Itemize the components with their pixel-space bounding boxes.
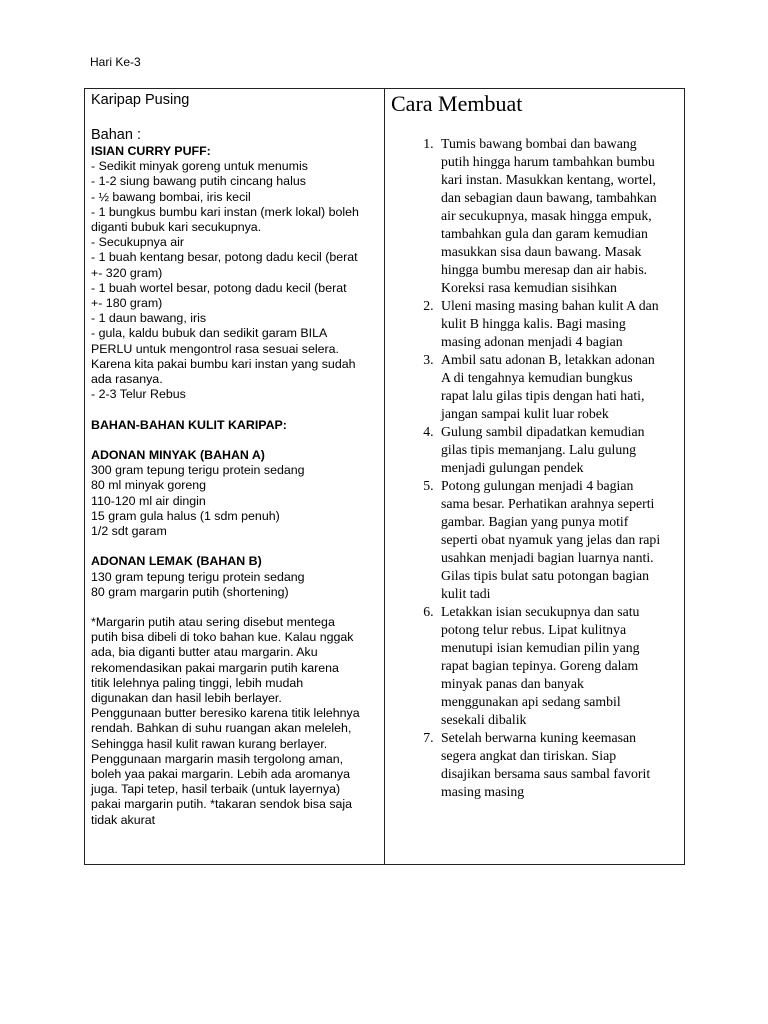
step-item <box>437 603 684 729</box>
bahan-heading: Bahan : <box>91 127 141 143</box>
step-text: Tumis bawang bombai dan bawang putih hingga harum tambahkan bumbu kari instan. Masukkan kentang, wortel, dan sebagian daun bawang, tambahkan air secukupnya, masak hingga empuk, tambahkan gula dan garam kemudian masukkan sisa daun bawang. Masak hingga bumbu meresap dan air habis. Koreksi rasa kemudian sisihkan <box>441 136 657 295</box>
recipe-table <box>84 88 685 865</box>
recipe-title: Karipap Pusing <box>91 92 190 108</box>
step-item <box>437 423 684 477</box>
step-item <box>437 729 684 801</box>
step-item <box>437 477 684 603</box>
margarine-notes: *Margarin putih atau sering disebut mentega putih bisa dibeli di toko bahan kue. Kalau nggak ada, bia diganti butter atau margarin. Aku rekomendasikan pakai margarin putih karena titik lelehnya paling tinggi, lebih mudah digunakan dan hasil lebih berlayer. Penggunaan butter beresiko karena titik lelehnya rendah. Bahkan di suhu ruangan akan meleleh, Sehingga hasil kulit rawan kurang berlayer. Penggunaan margarin masih tergolong aman, boleh yaa pakai margarin. Lebih ada aromanya juga. Tapi tetep, hasil terbaik (untuk layernya) pakai margarin putih. *takaran sendok bisa saja tidak akurat <box>91 615 360 827</box>
step-item <box>437 135 684 297</box>
step-item <box>437 297 684 351</box>
ingredients-column <box>85 89 385 864</box>
instructions-title: Cara Membuat <box>391 91 523 116</box>
dough-a-ingredients: 300 gram tepung terigu protein sedang 80 ml minyak goreng 110-120 ml air dingin 15 gram gula halus (1 sdm penuh) 1/2 sdt garam <box>91 463 305 539</box>
step-text: Uleni masing masing bahan kulit A dan kulit B hingga kalis. Bagi masing masing adonan menjadi 4 bagian <box>441 298 659 349</box>
instructions-column <box>385 89 684 864</box>
step-text: Setelah berwarna kuning keemasan segera angkat dan tiriskan. Siap disajikan bersama saus sambal favorit masing masing <box>441 730 651 799</box>
step-item <box>437 351 684 423</box>
step-text: Ambil satu adonan B, letakkan adonan A di tengahnya kemudian bungkus rapat lalu gilas tipis dengan hati hati, jangan sampai kulit luar robek <box>441 352 655 421</box>
dough-a-heading: ADONAN MINYAK (BAHAN A) <box>91 448 265 463</box>
dough-b-ingredients: 130 gram tepung terigu protein sedang 80 gram margarin putih (shortening) <box>91 569 305 599</box>
skin-heading: BAHAN-BAHAN KULIT KARIPAP: <box>91 417 287 432</box>
dough-b-heading: ADONAN LEMAK (BAHAN B) <box>91 554 262 569</box>
steps-list <box>391 135 684 801</box>
filling-heading: ISIAN CURRY PUFF: <box>91 144 211 158</box>
filling-ingredients: - Sedikit minyak goreng untuk menumis - 1-2 siung bawang putih cincang halus - ½ bawang bombai, iris kecil - 1 bungkus bumbu kari instan (merk lokal) boleh diganti bubuk kari secukupnya. - Secukupnya air - 1 buah kentang besar, potong dadu kecil (berat +- 320 gram) - 1 buah wortel besar, potong dadu kecil (berat +- 180 gram) - 1 daun bawang, iris - gula, kaldu bubuk dan sedikit garam BILA PERLU untuk mengontrol rasa sesuai selera. Karena kita pakai bumbu kari instan yang sudah ada rasanya. - 2-3 Telur Rebus <box>91 159 359 402</box>
step-text: Potong gulungan menjadi 4 bagian sama besar. Perhatikan arahnya seperti gambar. Bagian yang punya motif seperti obat nyamuk yang jelas dan rapi usahkan menjadi bagian luarnya nanti. Gilas tipis bulat satu potongan bagian kulit tadi <box>441 478 661 601</box>
step-text: Gulung sambil dipadatkan kemudian gilas tipis memanjang. Lalu gulung menjadi gulungan pendek <box>441 424 645 475</box>
day-label: Hari Ke-3 <box>90 55 141 69</box>
step-text: Letakkan isian secukupnya dan satu potong telur rebus. Lipat kulitnya menutupi isian kemudian pilin yang rapat bagian tepinya. Goreng dalam minyak panas dan banyak menggunakan api sedang sambil sesekali dibalik <box>441 604 640 727</box>
